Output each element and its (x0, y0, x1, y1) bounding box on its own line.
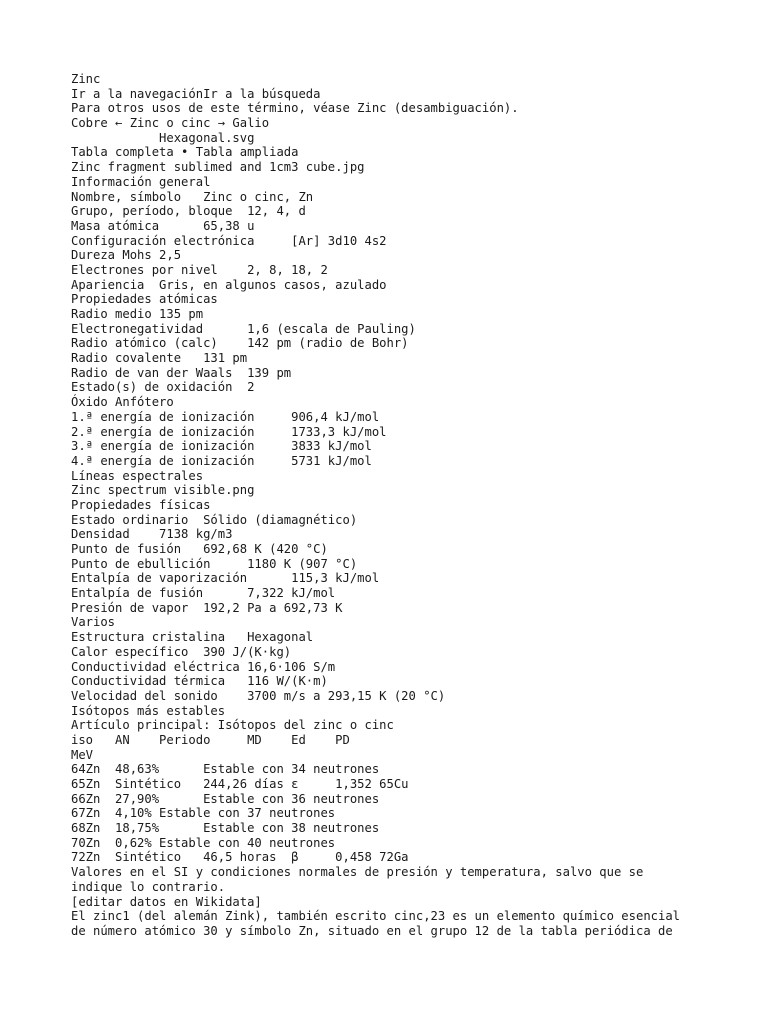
property-row: Presión de vapor 192,2 Pa a 692,73 K (71, 600, 343, 615)
property-row: Nombre, símbolo Zinc o cinc, Zn (71, 189, 314, 204)
document-page (71, 72, 751, 939)
property-row: Estructura cristalina Hexagonal (71, 630, 314, 645)
image-filename: Zinc fragment sublimed and 1cm3 cube.jpg (71, 160, 365, 175)
image-filename: Hexagonal.svg (71, 130, 255, 145)
property-row: Radio de van der Waals 139 pm (71, 365, 292, 380)
element-navigation[interactable]: Cobre ← Zinc o cinc → Galio (71, 116, 270, 131)
body-paragraph-line: El zinc1 (del alemán Zink), también escrito cinc,23 es un elemento químico esencial (71, 909, 681, 924)
section-heading: Líneas espectrales (71, 468, 204, 483)
isotope-row: 65Zn Sintético 244,26 días ε 1,352 65Cu (71, 777, 409, 791)
isotope-row: 64Zn 48,63% Estable con 34 neutrones (71, 762, 380, 777)
property-row: Punto de ebullición 1180 K (907 °C) (71, 556, 358, 571)
article-title: Zinc (71, 72, 101, 86)
isotope-row: 66Zn 27,90% Estable con 36 neutrones (71, 791, 380, 806)
main-article-link[interactable]: Artículo principal: Isótopos del zinc o cinc (71, 718, 394, 733)
property-row: Grupo, período, bloque 12, 4, d (71, 204, 306, 219)
property-row: Dureza Mohs 2,5 (71, 248, 182, 263)
body-paragraph-line: de número atómico 30 y símbolo Zn, situado en el grupo 12 de la tabla periódica de (71, 923, 673, 938)
property-row: Entalpía de vaporización 115,3 kJ/mol (71, 571, 380, 586)
property-row: Radio atómico (calc) 142 pm (radio de Bohr) (71, 336, 409, 351)
property-row: Velocidad del sonido 3700 m/s a 293,15 K (20 °C) (71, 688, 446, 703)
disambiguation-note: Para otros usos de este término, véase Zinc (desambiguación). (71, 101, 519, 116)
property-row: 1.ª energía de ionización 906,4 kJ/mol (71, 409, 380, 424)
isotope-table-header: MeV (71, 747, 94, 762)
edit-wikidata-link[interactable]: [editar datos en Wikidata] (71, 894, 262, 909)
property-row: 2.ª energía de ionización 1733,3 kJ/mol (71, 424, 387, 439)
property-row: Estado(s) de oxidación 2 (71, 380, 255, 395)
property-row: Radio medio 135 pm (71, 307, 204, 321)
property-row: Óxido Anfótero (71, 395, 174, 410)
section-heading: Propiedades atómicas (71, 292, 218, 307)
section-heading: Propiedades físicas (71, 497, 211, 512)
property-row: Electronegatividad 1,6 (escala de Pauling) (71, 321, 416, 336)
property-row: Apariencia Gris, en algunos casos, azulado (71, 277, 387, 292)
isotope-row: 68Zn 18,75% Estable con 38 neutrones (71, 821, 380, 836)
property-row: Configuración electrónica [Ar] 3d10 4s2 (71, 233, 387, 248)
footnote: indique lo contrario. (71, 879, 226, 894)
property-row: Electrones por nivel 2, 8, 18, 2 (71, 262, 328, 277)
image-filename: Zinc spectrum visible.png (71, 483, 255, 498)
table-links[interactable]: Tabla completa • Tabla ampliada (71, 145, 299, 160)
property-row: Radio covalente 131 pm (71, 351, 248, 366)
section-heading: Isótopos más estables (71, 703, 226, 718)
property-row: Estado ordinario Sólido (diamagnético) (71, 512, 358, 527)
isotope-table-header: iso AN Periodo MD Ed PD (71, 732, 350, 747)
isotope-row: 70Zn 0,62% Estable con 40 neutrones (71, 835, 336, 850)
property-row: Punto de fusión 692,68 K (420 °C) (71, 542, 328, 556)
isotope-row: 72Zn Sintético 46,5 horas β 0,458 72Ga (71, 850, 409, 865)
property-row: Densidad 7138 kg/m3 (71, 527, 233, 542)
property-row: Masa atómica 65,38 u (71, 218, 255, 233)
section-heading: Varios (71, 615, 116, 630)
section-heading: Información general (71, 174, 211, 189)
property-row: 4.ª energía de ionización 5731 kJ/mol (71, 453, 372, 468)
property-row: Conductividad eléctrica 16,6·106 S/m (71, 659, 336, 674)
isotope-row: 67Zn 4,10% Estable con 37 neutrones (71, 806, 336, 821)
property-row: Conductividad térmica 116 W/(K·m) (71, 674, 328, 689)
footnote: Valores en el SI y condiciones normales de presión y temperatura, salvo que se (71, 865, 644, 880)
property-row: 3.ª energía de ionización 3833 kJ/mol (71, 439, 372, 454)
property-row: Calor específico 390 J/(K·kg) (71, 644, 292, 659)
property-row: Entalpía de fusión 7,322 kJ/mol (71, 586, 336, 601)
skip-links[interactable]: Ir a la navegaciónIr a la búsqueda (71, 86, 321, 101)
